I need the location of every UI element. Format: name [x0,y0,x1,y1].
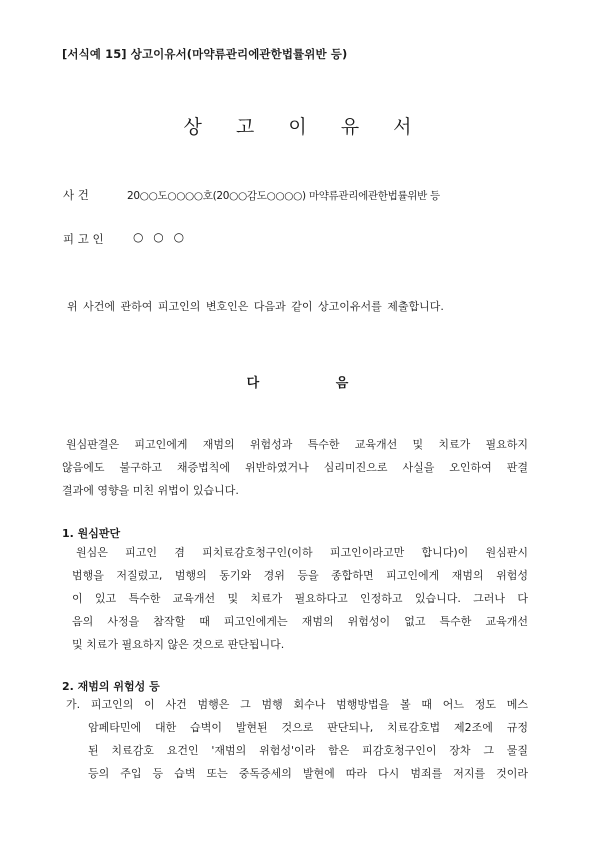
summary-paragraph [62,433,528,502]
section1-line: 및 치료가 필요하지 않은 것으로 판단됩니다. [72,638,285,651]
defendant-value: ○ ○ ○ [133,230,188,244]
section1-line: 음의 사정을 참작할 때 피고인에게는 재범의 위험성이 없고 특수한 교육개선 [72,615,528,628]
form-label: [서식예 15] 상고이유서(마약류관리에관한법률위반 등) [62,47,348,61]
section2-paragraph [66,693,528,785]
summary-line: 원심판결은 피고인에게 재범의 위험성과 특수한 교육개선 및 치료가 필요하지 [66,438,528,451]
section2-line: 가. 피고인의 이 사건 범행은 그 범행 회수나 범행방법을 볼 때 어느 정도 메스 [66,698,528,711]
case-value: 20○○도○○○○호(20○○감도○○○○) 마약류관리에관한법률위반 등 [127,190,440,202]
summary-line: 않음에도 불구하고 채증법칙에 위반하였거나 심리미진으로 사실을 오인하여 판결 [62,461,528,474]
section2-line: 등의 주입 등 습벽 또는 중독증세의 발현에 따라 다시 범죄를 저지를 것이라 [88,767,528,780]
section1-line: 범행을 저질렀고, 범행의 동기와 경위 등을 종합하면 피고인에게 재범의 위험성 [72,569,528,582]
intro-sentence: 위 사건에 관하여 피고인의 변호인은 다음과 같이 상고이유서를 제출합니다. [67,300,444,313]
section2-line: 된 치료감호 요건인 '재범의 위험성'이라 함은 피감호청구인이 장차 그 물질 [88,744,528,757]
section2-heading: 2. 재범의 위험성 등 [62,680,160,693]
section1-line: 원심은 피고인 겸 피치료감호청구인(이하 피고인이라고만 합니다)이 원심판시 [76,546,528,559]
section1-line: 이 있고 특수한 교육개선 및 치료가 필요하다고 인정하고 있습니다. 그러나 다 [72,592,528,605]
summary-line: 결과에 영향을 미친 위법이 있습니다. [62,484,239,497]
case-label: 사 건 [63,188,89,202]
section1-paragraph [72,541,528,656]
section2-line: 암페타민에 대한 습벽이 발현된 것으로 판단되나, 치료감호법 제2조에 규정 [88,721,528,734]
section1-heading: 1. 원심판단 [62,527,121,540]
defendant-label: 피 고 인 [63,232,104,246]
section-title: 다 음 [246,376,385,391]
document-title: 상 고 이 유 서 [183,116,426,138]
